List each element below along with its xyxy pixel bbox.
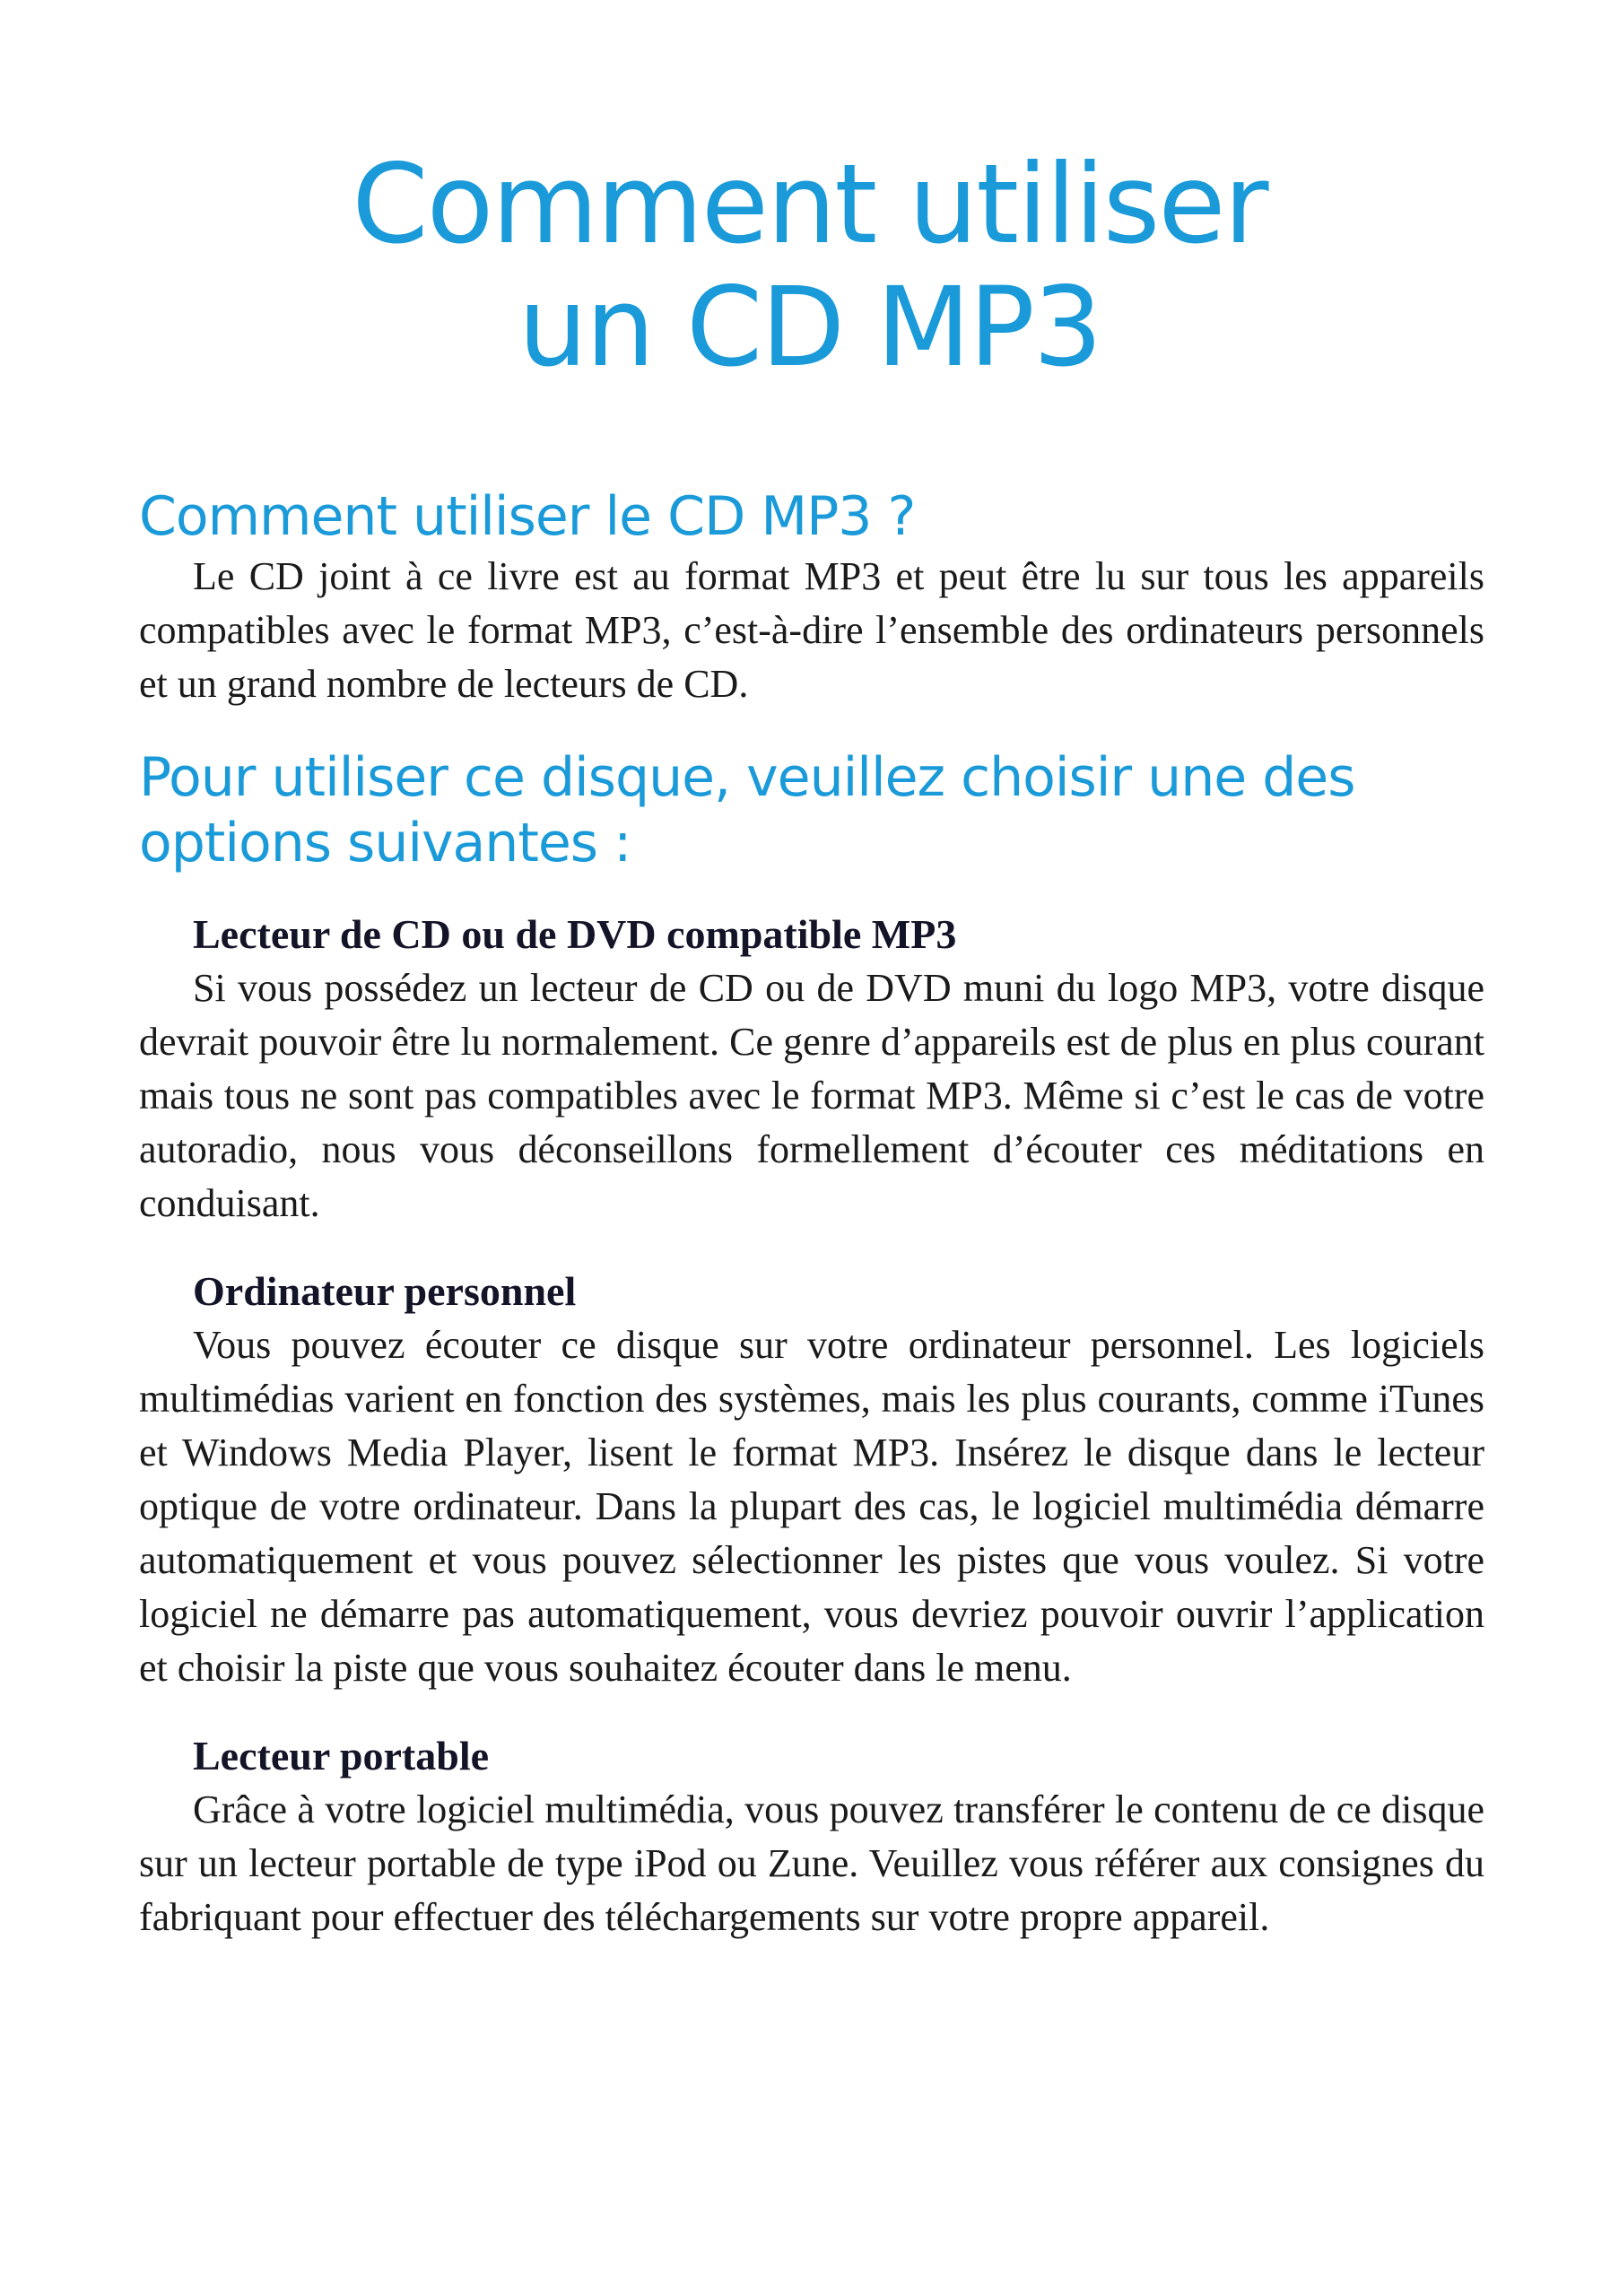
page-content: [139, 484, 1484, 1979]
option-title-cd-dvd: Lecteur de CD ou de DVD compatible MP3: [193, 910, 957, 957]
intro-paragraph: Le CD joint à ce livre est au format MP3 et peut être lu sur tous les appareils compatibles avec le format MP3, c’est-à-dire l’ensemble des ordinateurs personnels et un grand nombre de lecteurs de CD.: [139, 554, 1484, 707]
option-title-portable: Lecteur portable: [193, 1732, 490, 1779]
option-section-computer: [139, 1265, 1484, 1695]
options-heading: Pour utiliser ce disque, veuillez choisir une des options suivantes :: [139, 746, 1355, 875]
option-text-portable: Grâce à votre logiciel multimédia, vous pouvez transférer le contenu de ce disque sur un lecteur portable de type iPod ou Zune. Veuillez vous référer aux consignes du fabriquant pour effectuer des téléchargements sur votre propre appareil.: [139, 1787, 1484, 1939]
option-section-portable: [139, 1729, 1484, 1944]
intro-heading: Comment utiliser le CD MP3 ?: [139, 485, 916, 548]
option-text-computer: Vous pouvez écouter ce disque sur votre ordinateur personnel. Les logiciels multimédias varient en fonction des systèmes, mais les plus courants, comme iTunes et Windows Media Player, lisent le format MP3. Insérez le disque dans le lecteur optique de votre ordinateur. Dans la plupart des cas, le logiciel multimédia démarre automatiquement et vous pouvez sélectionner les pistes que vous voulez. Si votre logiciel ne démarre pas automatiquement, vous devriez pouvoir ouvrir l’application et choisir la piste que vous souhaitez écouter dans le menu.: [139, 1322, 1484, 1690]
option-text-cd-dvd: Si vous possédez un lecteur de CD ou de DVD muni du logo MP3, votre disque devrait pouvoir être lu normalement. Ce genre d’appareils est de plus en plus courant mais tous ne sont pas compatibles avec le format MP3. Même si c’est le cas de votre autoradio, nous vous déconseillons formellement d’écouter ces méditations en conduisant.: [139, 965, 1484, 1225]
page-title: [0, 141, 1619, 391]
option-section-cd-dvd: [139, 908, 1484, 1231]
page-title-line-2: un CD MP3: [518, 263, 1101, 391]
page-title-line-1: Comment utiliser: [352, 141, 1267, 268]
option-title-computer: Ordinateur personnel: [193, 1267, 577, 1314]
